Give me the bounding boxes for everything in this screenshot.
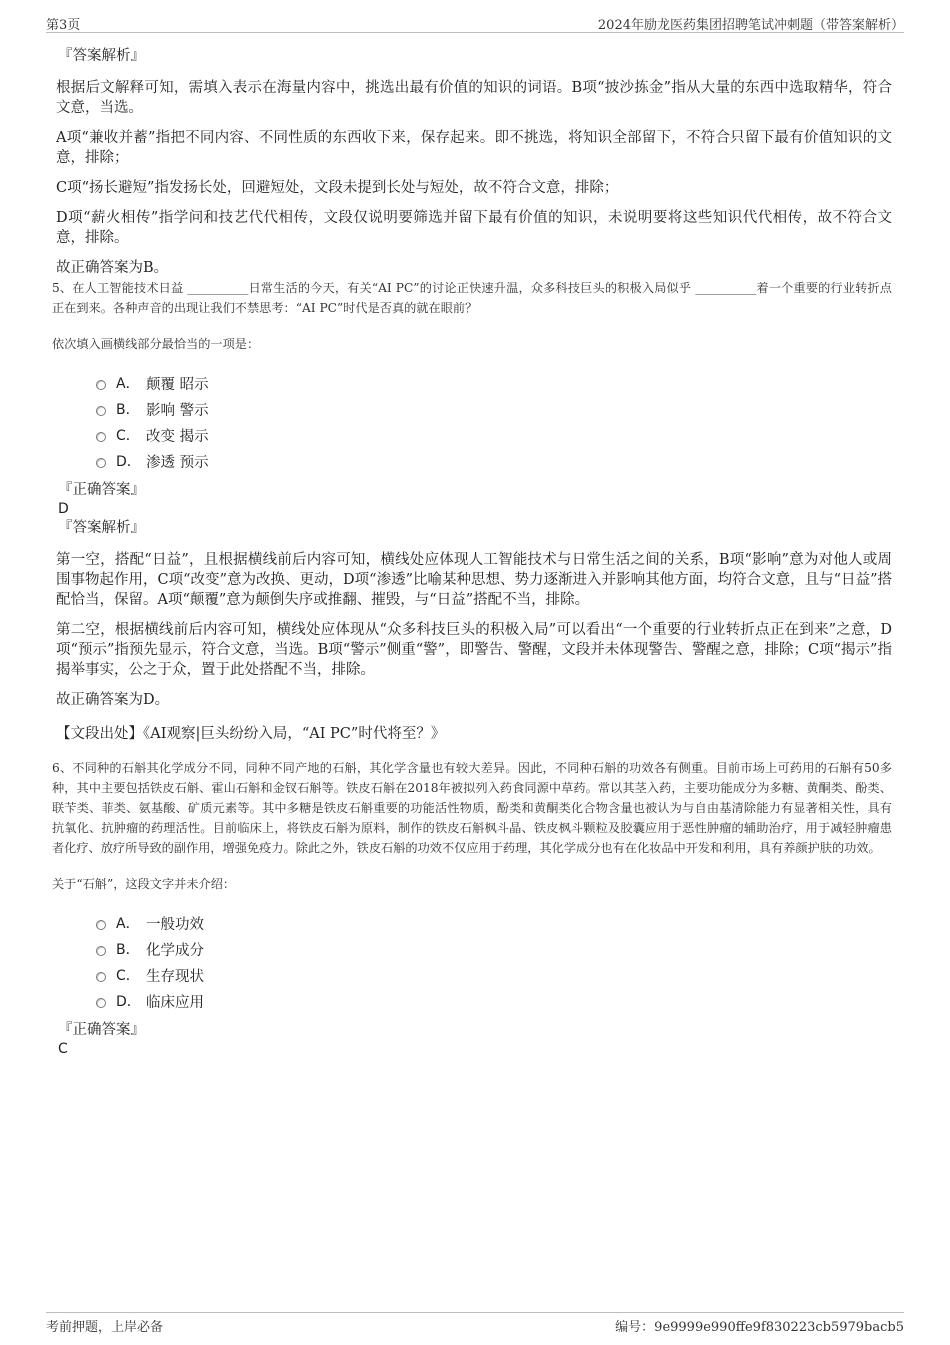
radio-button-icon[interactable]	[96, 972, 106, 982]
analysis-paragraph: 根据后文解释可知，需填入表示在海量内容中，挑选出最有价值的知识的词语。B项“披沙拣金”指从大量的东西中选取精华，符合文意，当选。	[56, 80, 892, 116]
option-text: 一般功效	[146, 916, 204, 933]
analysis-label: 『答案解析』	[58, 520, 145, 536]
source-citation: 【文段出处】《AI观察|巨头纷纷入局，“AI PC”时代将至？》	[56, 726, 446, 742]
option-letter: C．	[116, 428, 140, 444]
page-content	[52, 46, 892, 1058]
option-text: 颠覆 昭示	[146, 376, 209, 393]
option-c[interactable]	[96, 422, 892, 448]
page-footer	[46, 1312, 904, 1335]
option-text: 生存现状	[146, 968, 204, 985]
radio-button-icon[interactable]	[96, 406, 106, 416]
radio-button-icon[interactable]	[96, 380, 106, 390]
document-id: 编号：9e9999e990ffe9f830223cb5979bacb5	[615, 1320, 904, 1335]
radio-button-icon[interactable]	[96, 946, 106, 956]
option-text: 渗透 预示	[146, 454, 209, 471]
radio-button-icon[interactable]	[96, 920, 106, 930]
analysis-paragraph: A项“兼收并蓄”指把不同内容、不同性质的东西收下来，保存起来。即不挑选，将知识全部留下，不符合只留下最有价值知识的文意，排除；	[56, 130, 892, 166]
option-a[interactable]	[96, 910, 892, 936]
option-letter: A．	[116, 376, 140, 392]
option-b[interactable]	[96, 396, 892, 422]
option-text: 临床应用	[146, 994, 204, 1011]
correct-answer-label: 『正确答案』	[58, 482, 145, 498]
option-text: 化学成分	[146, 942, 204, 959]
conclusion: 故正确答案为B。	[56, 260, 169, 276]
page-header	[46, 14, 904, 33]
analysis-label: 『答案解析』	[58, 48, 145, 64]
option-letter: D．	[116, 994, 141, 1010]
analysis-paragraph: 第一空，搭配“日益”，且根据横线前后内容可知，横线处应体现人工智能技术与日常生活之间的关系，B项“影响”意为对他人或周围事物起作用，C项“改变”意为改换、更动，D项“渗透”比喻某种思想、势力逐渐进入并影响其他方面，均符合文意，且与“日益”搭配恰当，保留。A项“颠覆”意为颠倒失序或推翻、摧毁，与“日益”搭配不当，排除。	[56, 552, 892, 608]
question-stem: 5、在人工智能技术日益 __________日常生活的今天，有关“AI PC”的讨论正快速升温，众多科技巨头的积极入局似乎 __________着一个重要的行业转折点正在到来。各种声音的出现让我们不禁思考：“AI PC”时代是否真的就在眼前？	[52, 281, 892, 315]
option-letter: B．	[116, 942, 140, 958]
option-letter: C．	[116, 968, 140, 984]
analysis-paragraph: C项“扬长避短”指发扬长处，回避短处，文段未提到长处与短处，故不符合文意，排除；	[56, 180, 619, 196]
document-title: 2024年励龙医药集团招聘笔试冲刺题（带答案解析）	[597, 18, 904, 33]
option-letter: B．	[116, 402, 140, 418]
option-list	[96, 370, 892, 474]
option-letter: D．	[116, 454, 141, 470]
option-text: 影响 警示	[146, 402, 209, 419]
footer-slogan: 考前押题，上岸必备	[46, 1320, 164, 1335]
radio-button-icon[interactable]	[96, 998, 106, 1008]
radio-button-icon[interactable]	[96, 458, 106, 468]
option-c[interactable]	[96, 962, 892, 988]
radio-button-icon[interactable]	[96, 432, 106, 442]
analysis-paragraph: 第二空，根据横线前后内容可知，横线处应体现从“众多科技巨头的积极入局”可以看出“一个重要的行业转折点正在到来”之意，D项“预示”指预先显示，符合文意，当选。B项“警示”侧重“警”，即警告、警醒，文段并未体现警告、警醒之意，排除；C项“揭示”指揭举事实，公之于众，置于此处搭配不当，排除。	[56, 622, 892, 678]
question-stem: 6、不同种的石斛其化学成分不同，同种不同产地的石斛，其化学含量也有较大差异。因此，不同种石斛的功效各有侧重。目前市场上可药用的石斛有50多种，其中主要包括铁皮石斛、霍山石斛和金钗石斛等。铁皮石斛在2018年被拟列入药食同源中草药。常以其茎入药，主要功能成分为多糖、黄酮类、酚类、联苄类、菲类、氨基酸、矿质元素等。其中多糖是铁皮石斛重要的功能活性物质，酚类和黄酮类化合物含量也被认为与自由基清除能力有显著相关性，具有抗氧化、抗肿瘤的药理活性。目前临床上，将铁皮石斛为原料，制作的铁皮石斛枫斗晶、铁皮枫斗颗粒及胶囊应用于恶性肿瘤的辅助治疗，用于减轻肿瘤患者化疗、放疗所导致的副作用，增强免疫力。除此之外，铁皮石斛的功效不仅应用于药理，其化学成分也有在化妆品中开发和利用，具有养颜护肤的功效。	[52, 761, 892, 855]
option-d[interactable]	[96, 988, 892, 1014]
option-a[interactable]	[96, 370, 892, 396]
option-b[interactable]	[96, 936, 892, 962]
correct-answer: C	[58, 1041, 68, 1057]
analysis-paragraph: D项“薪火相传”指学问和技艺代代相传，文段仅说明要筛选并留下最有价值的知识，未说明要将这些知识代代相传，故不符合文意，排除。	[56, 210, 892, 246]
option-d[interactable]	[96, 448, 892, 474]
question-prompt: 关于“石斛”，这段文字并未介绍：	[52, 877, 236, 891]
option-text: 改变 揭示	[146, 428, 209, 445]
question-prompt: 依次填入画横线部分最恰当的一项是：	[52, 337, 260, 351]
option-list	[96, 910, 892, 1014]
page-number: 第3页	[46, 18, 81, 33]
correct-answer: D	[58, 501, 69, 517]
conclusion: 故正确答案为D。	[56, 692, 170, 708]
correct-answer-label: 『正确答案』	[58, 1022, 145, 1038]
option-letter: A．	[116, 916, 140, 932]
